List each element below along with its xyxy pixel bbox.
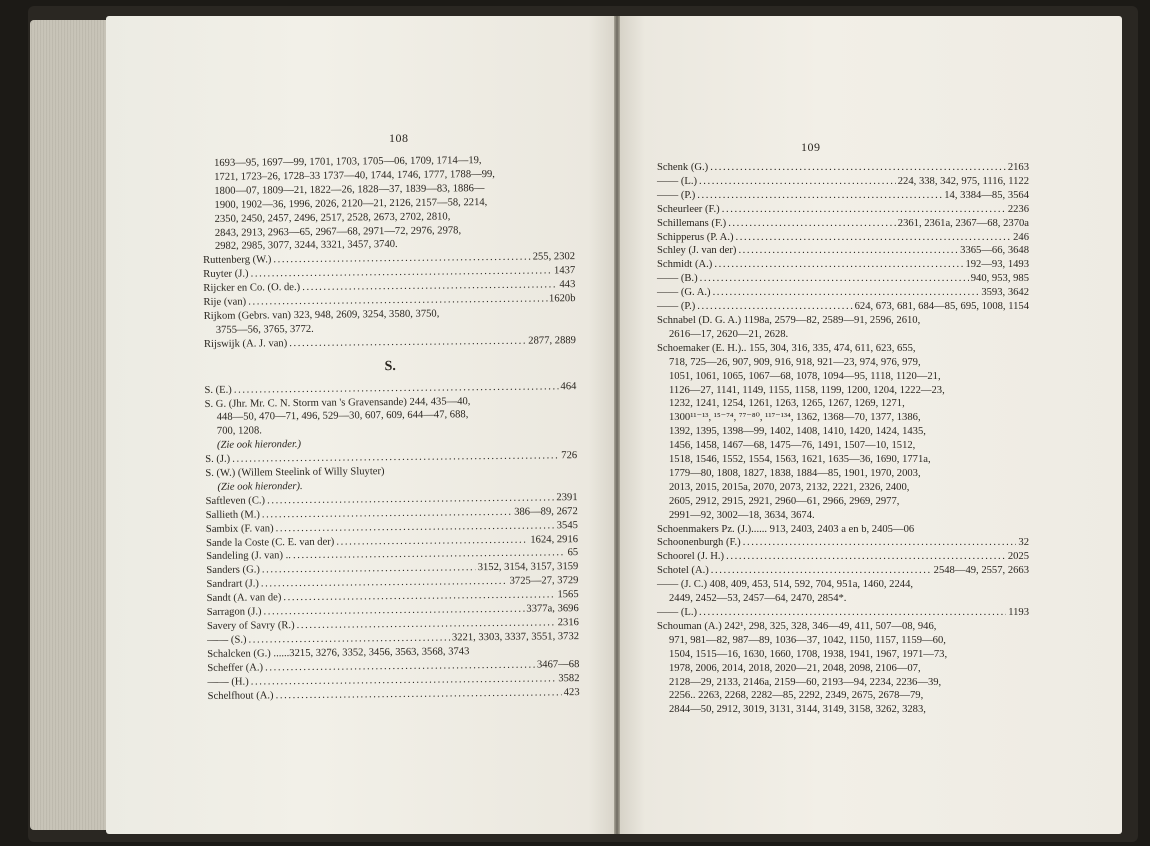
index-entry [657,314,1029,328]
entry-name: Sandt (A. van de) [206,592,282,605]
entry-name: —— (G. A.) [657,287,711,299]
index-column-left [202,153,580,703]
entry-numbers: 2316 [557,617,579,629]
entry-numbers: 3725—27, 3729 [509,575,579,588]
index-entry [657,286,1029,300]
entry-numbers: 3545 [556,519,578,531]
entry-name: Scheurleer (F.) [657,203,720,215]
entry-numbers: 1565 [557,589,579,601]
entry-name: 1504, 1515—16, 1630, 1660, 1708, 1938, 1941, 1967, 1971—73, [669,648,948,660]
entry-name: 448—50, 470—71, 496, 529—30, 607, 609, 644—47, 688, [216,409,469,424]
open-book [28,6,1138,842]
entry-name: —— (P.) [657,189,696,201]
entry-name: Sarragon (J.) [206,606,262,619]
entry-numbers: 386—89, 2672 [514,505,578,518]
entry-numbers: 3221, 3303, 3337, 3551, 3732 [451,630,580,644]
index-entry [657,439,1029,453]
index-entry [657,495,1029,509]
entry-name: Ruyter (J.) [203,268,249,281]
continuation-line: 2843, 2913, 2963—65, 2967—68, 2971—72, 2976, 2978, [214,224,462,239]
entry-name: Schillemans (F.) [657,217,727,229]
leader-dots [697,189,942,203]
entry-numbers: 2391 [556,491,578,504]
index-entries [657,161,1029,717]
entry-numbers: 940, 953, 985 [970,273,1029,285]
entry-name: Sanders (G.) [206,564,260,577]
entry-name: 2844—50, 2912, 3019, 3131, 3144, 3149, 3158, 3262, 3283, [669,704,926,716]
index-entry [657,258,1029,272]
entry-name: —— (J. C.) 408, 409, 453, 514, 592, 704, 951a, 1460, 2244, [657,579,914,591]
entry-name: 1232, 1241, 1254, 1261, 1263, 1265, 1267, 1269, 1271, [669,398,905,410]
index-entry [657,244,1029,258]
index-entry [657,300,1029,314]
entry-numbers: 3467—68 [536,658,580,671]
entry-name: 1779—80, 1808, 1827, 1838, 1884—85, 1901, 1970, 2003, [669,467,921,479]
entry-numbers: 3377a, 3696 [526,603,579,615]
index-entry [657,217,1029,231]
index-entry [208,686,580,704]
entry-numbers: 3593, 3642 [981,287,1029,299]
entry-name: Schley (J. van der) [657,245,737,257]
entry-name: Schmidt (A.) [657,259,713,271]
entry-name: —— (H.) [207,676,249,688]
entry-name: Rijkom (Gebrs. van) 323, 948, 2609, 3254, 3580, 3750, [203,308,440,322]
index-entry [657,648,1029,662]
entry-numbers: 423 [563,686,580,698]
entry-numbers: 1624, 2916 [530,533,579,546]
entry-name: 1978, 2006, 2014, 2018, 2020—21, 2048, 2098, 2106—07, [669,662,921,674]
continuation-line: 2982, 2985, 3077, 3244, 3321, 3457, 3740. [214,239,398,253]
entry-name: 2128—29, 2133, 2146a, 2159—60, 2193—94, 2234, 2236—39, [669,676,942,688]
entry-name: 2605, 2912, 2915, 2921, 2960—61, 2966, 2969, 2977, [669,495,900,507]
entry-name: 700, 1208. [216,425,262,438]
index-entry [657,689,1029,703]
entry-name: Sandeling (J. van) .. [206,550,291,563]
entry-name: 2616—17, 2620—21, 2628. [669,328,789,340]
entry-name: 1300¹¹⁻¹³, ¹⁵⁻⁷⁴, ⁷⁷⁻⁸⁰, ¹¹⁷⁻¹³⁴, 1362, 1368—70, 1377, 1386, [669,412,921,424]
entry-name: Rije (van) [203,296,247,309]
entry-name: S. G. (Jhr. Mr. C. N. Storm van 's Gravensande) 244, 435—40, [204,395,471,410]
entry-name: 2449, 2452—53, 2457—64, 2470, 2854*. [669,593,847,605]
entry-name: Rijcker en Co. (O. de.) [203,282,301,295]
continuation-line: 1900, 1902—36, 1996, 2026, 2120—21, 2126, 2157—58, 2214, [214,196,488,211]
leader-dots [736,231,1012,245]
entry-name: Sambix (F. van) [205,522,274,535]
entry-name: Schotel (A.) [657,565,709,577]
entry-name: S. (J.) [205,453,231,466]
entry-name: Schalcken (G.) ......3215, 3276, 3352, 3456, 3563, 3568, 3743 [207,646,470,660]
index-entry [657,425,1029,439]
entry-name: S. (E.) [204,384,232,396]
index-entry [657,578,1029,592]
continuation-line: 1721, 1723–26, 1728–33 1737—40, 1744, 1746, 1777, 1788—99, [214,168,495,183]
index-entry [204,334,576,352]
entry-name: (Zie ook hieronder.) [216,439,302,452]
index-entry [657,523,1029,537]
index-entry [657,189,1029,203]
leader-dots [699,606,1006,620]
entry-numbers: 14, 3384—85, 3564 [944,189,1029,201]
entry-name: 1518, 1546, 1552, 1554, 1563, 1621, 1635—36, 1690, 1771a, [669,454,931,466]
index-entry [657,467,1029,481]
entry-name: Schoorel (J. H.) [657,551,725,563]
left-page [106,16,614,834]
entry-name: Savery of Savry (R.) [206,620,295,632]
entry-name: Ruttenberg (W.) [203,254,272,267]
entry-name: —— (L.) [657,175,698,187]
entry-name: Schenk (G.) [657,162,709,173]
entry-name: Sande la Coste (C. E. van der) [205,536,335,549]
entry-numbers: 726 [561,450,578,462]
entry-name: 1051, 1061, 1065, 1067—68, 1078, 1094—95, 1118, 1120—21, [669,370,941,382]
entry-numbers: 443 [559,279,576,291]
entry-name: 1126—27, 1141, 1149, 1155, 1158, 1199, 1200, 1204, 1222—23, [669,384,945,396]
entry-name: Schoemaker (E. H.).. 155, 304, 316, 335, 474, 611, 623, 655, [657,342,916,354]
index-entry [657,606,1029,620]
entry-numbers: 1437 [553,265,576,277]
entry-numbers: 224, 338, 342, 975, 1116, 1122 [897,175,1029,187]
leader-dots [713,286,980,300]
entry-numbers: 65 [567,547,579,559]
entry-name: S. (W.) (Willem Steelink of Willy Sluyter) [205,466,385,480]
entry-numbers: 3152, 3154, 3157, 3159 [477,561,579,574]
index-entry [657,356,1029,370]
index-entry [657,175,1029,189]
entry-name: 2991—92, 3002—18, 3634, 3674. [669,509,815,521]
index-entry [657,453,1029,467]
entry-numbers: 2236 [1007,203,1029,215]
leader-dots [710,161,1006,175]
index-column-right [657,161,1029,717]
entry-name: 2013, 2015, 2015a, 2070, 2073, 2132, 2221, 2326, 2400, [669,481,910,493]
entry-name: Sallieth (M.) [205,509,260,521]
index-entry [657,161,1029,175]
entry-numbers: 246 [1013,231,1029,243]
page-edges [30,20,106,830]
entry-numbers: 3582 [558,672,580,684]
entry-name: Rijswijk (A. J. van) [203,337,288,350]
index-entry [657,203,1029,217]
leader-dots [738,244,958,258]
leader-dots [699,175,896,189]
continuation-block [202,153,575,254]
index-entry [657,272,1029,286]
index-entries-r [203,250,576,351]
leader-dots [726,550,1006,564]
entry-numbers: 2163 [1007,162,1029,173]
entry-numbers: 1193 [1008,607,1029,618]
entry-name: Schouman (A.) 242¹, 298, 325, 328, 346—49, 411, 507—08, 946, [657,620,937,632]
leader-dots [743,536,1017,550]
entry-numbers: 255, 2302 [532,251,576,263]
entry-numbers: 2361, 2361a, 2367—68, 2370a [897,217,1029,229]
leader-dots [700,272,969,286]
entry-name: Schoonenburgh (F.) [657,537,741,549]
entry-name: —— (S.) [207,634,247,646]
entry-numbers: 624, 673, 681, 684—85, 695, 1008, 1154 [854,301,1029,313]
entry-numbers: 2025 [1007,551,1029,563]
index-entry [657,509,1029,523]
index-entry [657,536,1029,550]
entry-name: —— (L.) [657,607,698,618]
section-letter: S. [384,358,396,374]
index-entry [657,550,1029,564]
index-entry [657,397,1029,411]
index-entry [657,620,1029,634]
entry-name: Schelfhout (A.) [207,689,274,702]
index-entry [657,370,1029,384]
entry-name: —— (B.) [657,273,698,285]
index-entry [657,634,1029,648]
leader-dots [722,203,1006,217]
entry-name: Schnabel (D. G. A.) 1198a, 2579—82, 2589—91, 2596, 2610, [657,314,921,326]
index-entry [657,676,1029,690]
index-entry [657,342,1029,356]
leader-dots [714,258,963,272]
entry-name: —— (P.) [657,301,696,313]
entry-numbers: 2548—49, 2557, 2663 [933,565,1029,577]
entry-name: 1456, 1458, 1467—68, 1475—76, 1491, 1507—10, 1512, [669,440,916,452]
entry-name: Scheffer (A.) [207,662,264,674]
leader-dots [728,217,896,231]
leader-dots [275,686,561,703]
leader-dots [711,564,932,578]
entry-name: 2256.. 2263, 2268, 2282—85, 2292, 2349, 2675, 2678—79, [669,690,924,702]
entry-name: Saftleven (C.) [205,495,266,507]
entry-numbers: 3365—66, 3648 [960,245,1029,257]
right-page [620,16,1122,834]
entry-numbers: 464 [560,380,577,392]
index-entry [657,703,1029,717]
index-entry [657,564,1029,578]
entry-name: 718, 725—26, 907, 909, 916, 918, 921—23, 974, 976, 979, [669,356,921,368]
entry-name: 971, 981—82, 987—89, 1036—37, 1042, 1150, 1157, 1159—60, [669,634,946,646]
index-entry [657,384,1029,398]
index-entry [657,481,1029,495]
index-entry [657,328,1029,342]
entry-name: Sandrart (J.) [206,578,259,591]
entry-numbers: 192—93, 1493 [965,259,1029,271]
entry-name: Schoenmakers Pz. (J.)...... 913, 2403, 2403 a en b, 2405—06 [657,523,915,535]
entry-numbers: 32 [1018,537,1029,549]
page-number-left: 108 [389,131,409,145]
entry-numbers: 2877, 2889 [528,334,576,347]
continuation-line: 2350, 2450, 2457, 2496, 2517, 2528, 2673, 2702, 2810, [214,211,451,225]
page-number-right: 109 [801,140,821,154]
continuation-line: 1800—07, 1809—21, 1822—26, 1828—37, 1839—83, 1886— [214,182,485,197]
leader-dots [289,334,526,350]
continuation-line: 1693—95, 1697—99, 1701, 1703, 1705—06, 1709, 1714—19, [214,155,482,169]
entry-name: 3755—56, 3765, 3772. [215,323,314,336]
entry-name: Schipperus (P. A.) [657,231,734,243]
index-entry [657,592,1029,606]
index-entries-s [204,380,579,704]
index-entry [657,411,1029,425]
entry-name: (Zie ook hieronder). [217,480,303,493]
index-entry [657,231,1029,245]
leader-dots [697,300,852,314]
index-entry [657,662,1029,676]
entry-name: 1392, 1395, 1398—99, 1402, 1408, 1410, 1420, 1424, 1435, [669,426,926,438]
entry-numbers: 1620b [548,293,576,305]
